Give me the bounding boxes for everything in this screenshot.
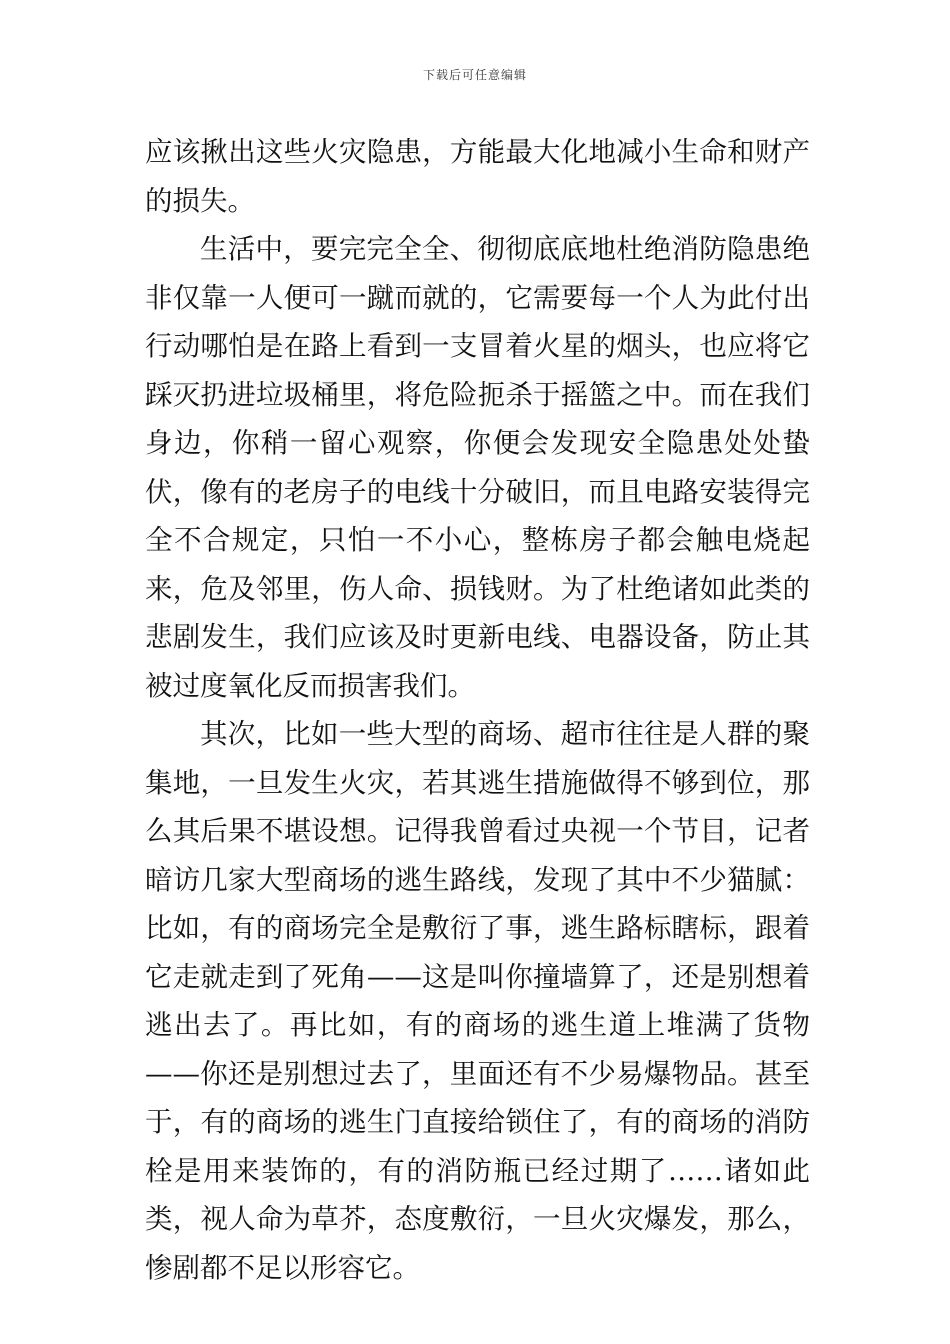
body-text (145, 128, 810, 1292)
header-note: 下载后可任意编辑 (422, 68, 527, 82)
paragraph-2: 生活中，要完完全全、彻彻底底地杜绝消防隐患绝非仅靠一人便可一蹴而就的，它需要每一个人为此付出行动哪怕是在路上看到一支冒着火星的烟头，也应将它踩灭扔进垃圾桶里，将危险扼杀于摇篮之中。而在我们身边，你稍一留心观察，你便会发现安全隐患处处蛰伏，像有的老房子的电线十分破旧，而且电路安装得完全不合规定，只怕一不小心，整栋房子都会触电烧起来，危及邻里，伤人命、损钱财。为了杜绝诸如此类的悲剧发生，我们应该及时更新电线、电器设备，防止其被过度氧化反而损害我们。 (145, 233, 810, 702)
paragraph-1: 应该揪出这些火灾隐患，方能最大化地减小生命和财产的损失。 (145, 136, 810, 217)
paragraph-3: 其次，比如一些大型的商场、超市往往是人群的聚集地，一旦发生火灾，若其逃生措施做得不够到位，那么其后果不堪设想。记得我曾看过央视一个节目，记者暗访几家大型商场的逃生路线，发现了其中不少猫腻：比如，有的商场完全是敷衍了事，逃生路标瞎标，跟着它走就走到了死角——这是叫你撞墙算了，还是别想着逃出去了。再比如，有的商场的逃生道上堆满了货物——你还是别想过去了，里面还有不少易爆物品。甚至于，有的商场的逃生门直接给锁住了，有的商场的消防栓是用来装饰的，有的消防瓶已经过期了……诸如此类，视人命为草芥，态度敷衍，一旦火灾爆发，那么，惨剧都不足以形容它。 (145, 718, 810, 1284)
